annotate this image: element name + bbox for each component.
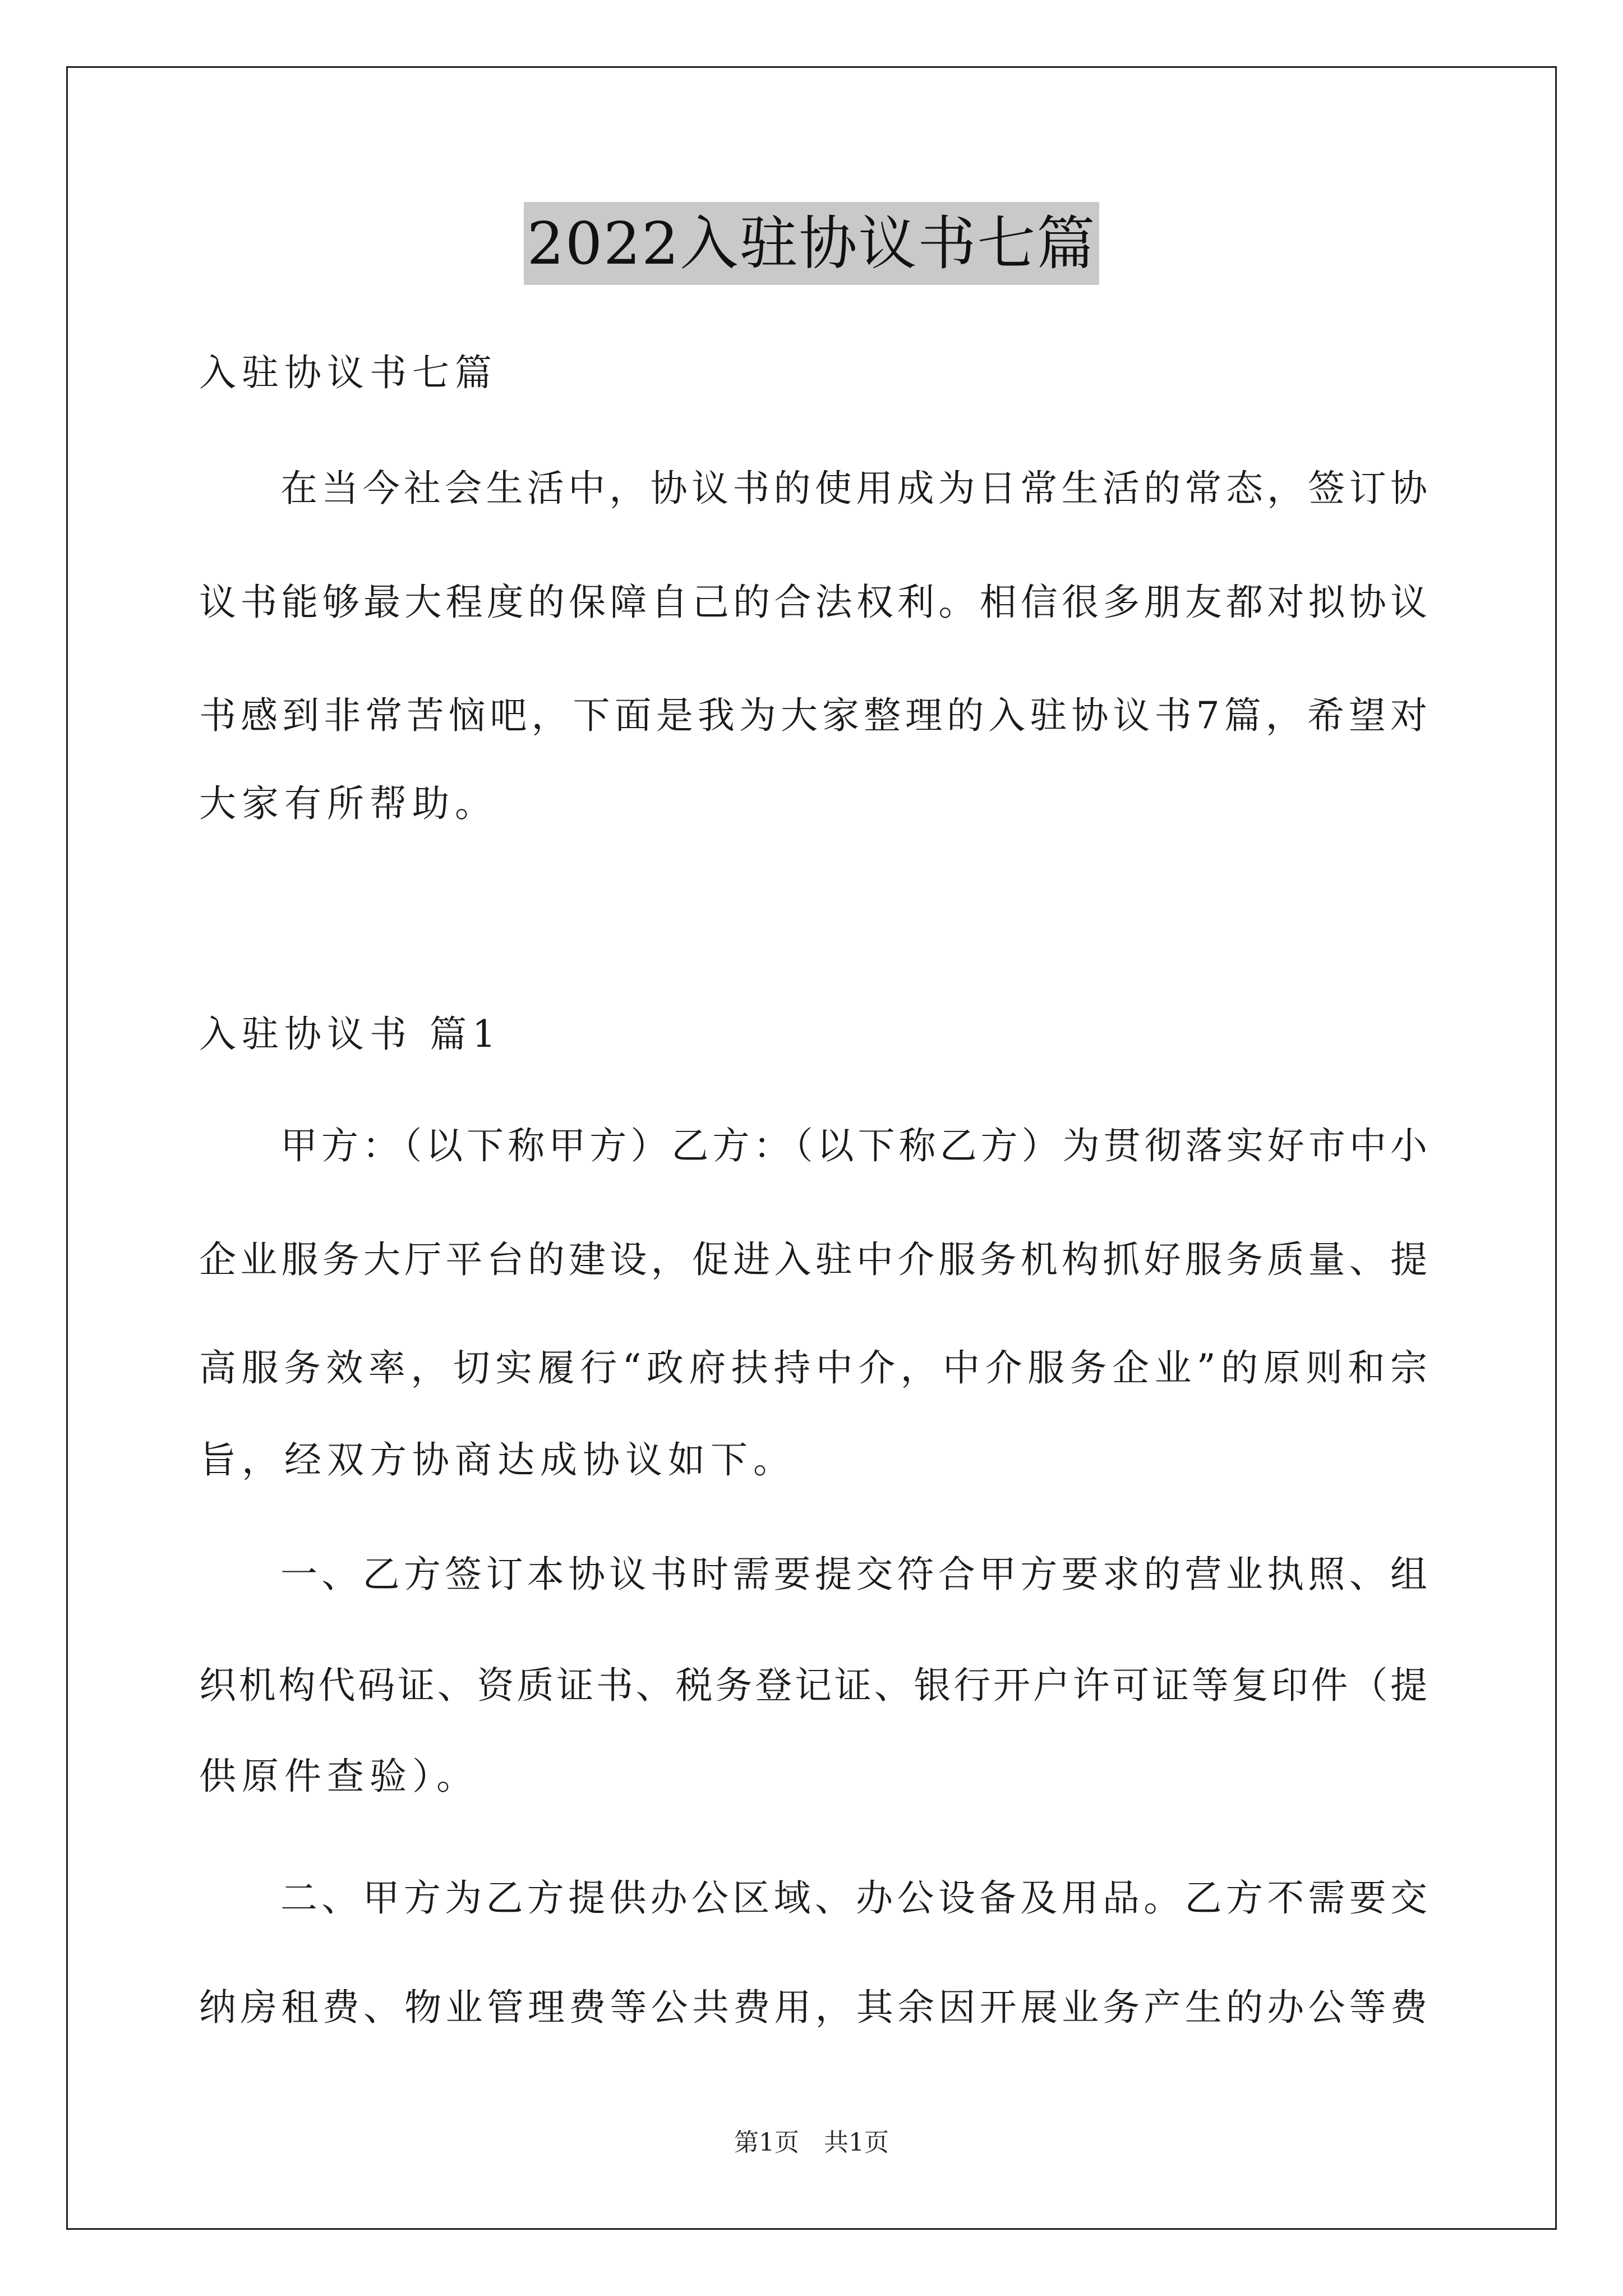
para1-line-2: 企业服务大厅平台的建设，促进入驻中介服务机构抓好服务质量、提	[199, 1238, 1427, 1281]
para1-line-3: 高服务效率，切实履行“政府扶持中介，中介服务企业”的原则和宗	[199, 1346, 1427, 1389]
intro-line-4: 大家有所帮助。	[199, 782, 497, 825]
page-footer: 第1页 共1页	[734, 2128, 889, 2157]
intro-line-2: 议书能够最大程度的保障自己的合法权利。相信很多朋友都对拟协议	[199, 581, 1427, 624]
para2-line-2: 织机构代码证、资质证书、税务登记证、银行开户许可证等复印件（提	[199, 1664, 1427, 1707]
section-heading: 入驻协议书 篇1	[199, 1013, 501, 1056]
document-title: 2022入驻协议书七篇	[524, 202, 1100, 285]
intro-line-1: 在当今社会生活中，协议书的使用成为日常生活的常态，签订协	[280, 467, 1427, 510]
intro-line-3: 书感到非常苦恼吧，下面是我为大家整理的入驻协议书7篇，希望对	[199, 694, 1427, 737]
para2-line-1: 一、乙方签订本协议书时需要提交符合甲方要求的营业执照、组	[280, 1553, 1427, 1596]
para2-line-3: 供原件查验）。	[199, 1755, 479, 1798]
document-subtitle: 入驻协议书七篇	[199, 351, 497, 394]
para1-line-4: 旨，经双方协商达成协议如下。	[199, 1438, 796, 1481]
para3-line-1: 二、甲方为乙方提供办公区域、办公设备及用品。乙方不需要交	[280, 1876, 1427, 1920]
title-wrapper	[0, 202, 1623, 285]
para3-line-2: 纳房租费、物业管理费等公共费用，其余因开展业务产生的办公等费	[199, 1986, 1427, 2029]
para1-line-1: 甲方：（以下称甲方）乙方：（以下称乙方）为贯彻落实好市中小	[280, 1124, 1427, 1167]
